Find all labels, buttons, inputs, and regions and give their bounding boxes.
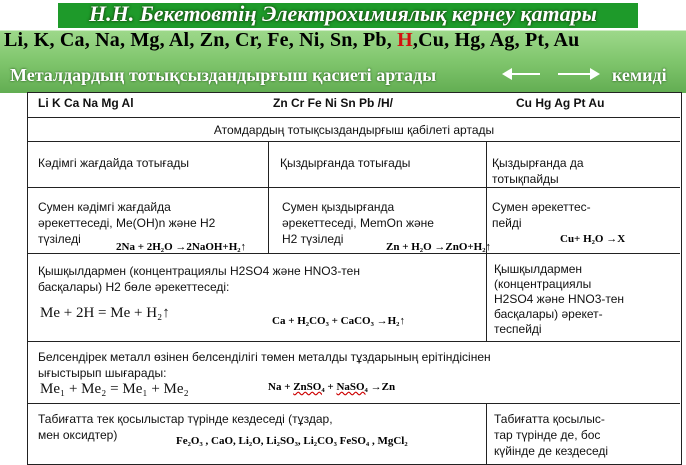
heated-water-text-1: Сумен қыздырғанда xyxy=(282,200,395,214)
row-divider xyxy=(28,187,680,188)
trend-end-text: кемиді xyxy=(612,65,667,85)
displacement-text-2: ығыстырып шығарады: xyxy=(38,366,167,380)
sodium-water-equation: 2Na + 2H₂O →2NaOH+H₂↑ xyxy=(116,241,247,253)
heated-water-text-3: H2 түзіледі xyxy=(282,232,344,246)
eq-part: ZnSO₄ xyxy=(293,381,325,393)
no-acid-reaction-2: (концентрациялы xyxy=(494,277,592,291)
series-table xyxy=(27,92,682,465)
no-acid-reaction-4: басқалары) әрекет- xyxy=(494,307,603,321)
eq-part: Na + xyxy=(268,381,294,393)
trend-text: Металдардың тотықсыздандырғыш қасиеті артады xyxy=(10,65,437,85)
row-divider xyxy=(28,141,680,142)
header-active-metals: Li K Ca Na Mg Al xyxy=(38,96,134,110)
no-oxidation-heated-a: Қыздырғанда да xyxy=(492,156,584,170)
series-hydrogen: H xyxy=(397,29,413,51)
metal-series xyxy=(4,29,684,52)
header-noble-metals: Cu Hg Ag Pt Au xyxy=(516,96,605,110)
acid-reaction-text-1: Қышқылдармен (концентрациялы H2SO4 және HNO3-тен xyxy=(38,264,360,278)
zinc-water-equation: Zn + H₂O →ZnO+H₂↑ xyxy=(386,241,492,253)
acid-reaction-text-2: басқалары) H2 бөле әрекеттеседі: xyxy=(38,280,230,294)
arrow-right-icon xyxy=(590,68,600,80)
water-reaction-text-1: Сумен кәдімгі жағдайда xyxy=(38,200,171,214)
page-title: Н.Н. Бекетовтің Электрохимиялық кернеу қатары xyxy=(89,1,597,26)
eq-part: + xyxy=(324,381,337,393)
eq-part: NaSO₄ xyxy=(336,381,368,393)
compound-examples: Fe₂O₃ , CaO, Li₂O, Li₂SO₃, Li₂CO₃ FeSO₄ , MgCl₂ xyxy=(176,435,408,447)
no-water-reaction-1: Сумен әрекеттес- xyxy=(492,200,591,214)
series-metals-before-h: Li, K, Ca, Na, Mg, Al, Zn, Cr, Fe, Ni, Sn, Pb, xyxy=(4,29,398,51)
row-divider xyxy=(28,117,680,118)
acid-general-formula: Me + 2H = Me + H₂↑ xyxy=(40,305,170,321)
compounds-only-text-2: мен оксидтер) xyxy=(38,428,118,442)
oxidizes-when-heated: Қыздырғанда тотығады xyxy=(280,156,411,170)
oxidizes-normally: Кәдімгі жағдайда тотығады xyxy=(38,156,189,170)
displacement-formula: Me₁ + Me₂ = Me₁ + Me₂ xyxy=(40,381,189,397)
copper-water-equation: Cu+ H₂O →X xyxy=(560,233,626,245)
calcium-acid-equation: Ca + H₂CO₃ + CaCO₃ →H₂↑ xyxy=(272,315,405,327)
free-state-text-3: күйінде де кездеседі xyxy=(494,444,609,458)
no-acid-reaction-1: Қышқылдармен xyxy=(494,262,583,276)
no-acid-reaction-3: H2SO4 және HNO3-тен xyxy=(494,292,625,306)
no-acid-reaction-5: теспейді xyxy=(494,322,542,336)
row-divider xyxy=(28,341,680,342)
header-mid-metals: Zn Cr Fe Ni Sn Pb /H/ xyxy=(273,96,394,110)
free-state-text-2: тар түрінде де, бос xyxy=(494,428,601,442)
free-state-text-1: Табиғатта қосылыс- xyxy=(494,412,605,426)
column-divider xyxy=(268,141,269,254)
water-reaction-text-3: түзіледі xyxy=(38,232,81,246)
row-divider xyxy=(28,403,680,404)
no-water-reaction-2: пейді xyxy=(492,216,522,230)
displacement-text-1: Белсендірек металл өзінен белсенділігі төмен металды тұздарының ерітіндісінен xyxy=(38,350,491,364)
sodium-displacement-equation xyxy=(268,381,395,393)
arrow-right-shaft xyxy=(558,73,592,75)
column-divider xyxy=(486,403,487,465)
reducing-ability-row: Атомдардың тотықсыздандырғыш қабілеті артады xyxy=(213,123,495,137)
no-oxidation-heated-b: тотықпайды xyxy=(492,172,559,186)
heated-water-text-2: әрекеттеседі, MemOn және xyxy=(282,216,434,230)
arrow-left-shaft xyxy=(510,73,540,75)
series-metals-after-h: ,Cu, Hg, Ag, Pt, Au xyxy=(412,29,580,51)
compounds-only-text-1: Табиғатта тек қосылыстар түрінде кездеседі (тұздар, xyxy=(38,412,333,426)
row-divider xyxy=(28,253,680,254)
water-reaction-text-2: әрекеттеседі, Me(OH)n және H2 xyxy=(38,216,216,230)
eq-part: →Zn xyxy=(367,381,396,393)
